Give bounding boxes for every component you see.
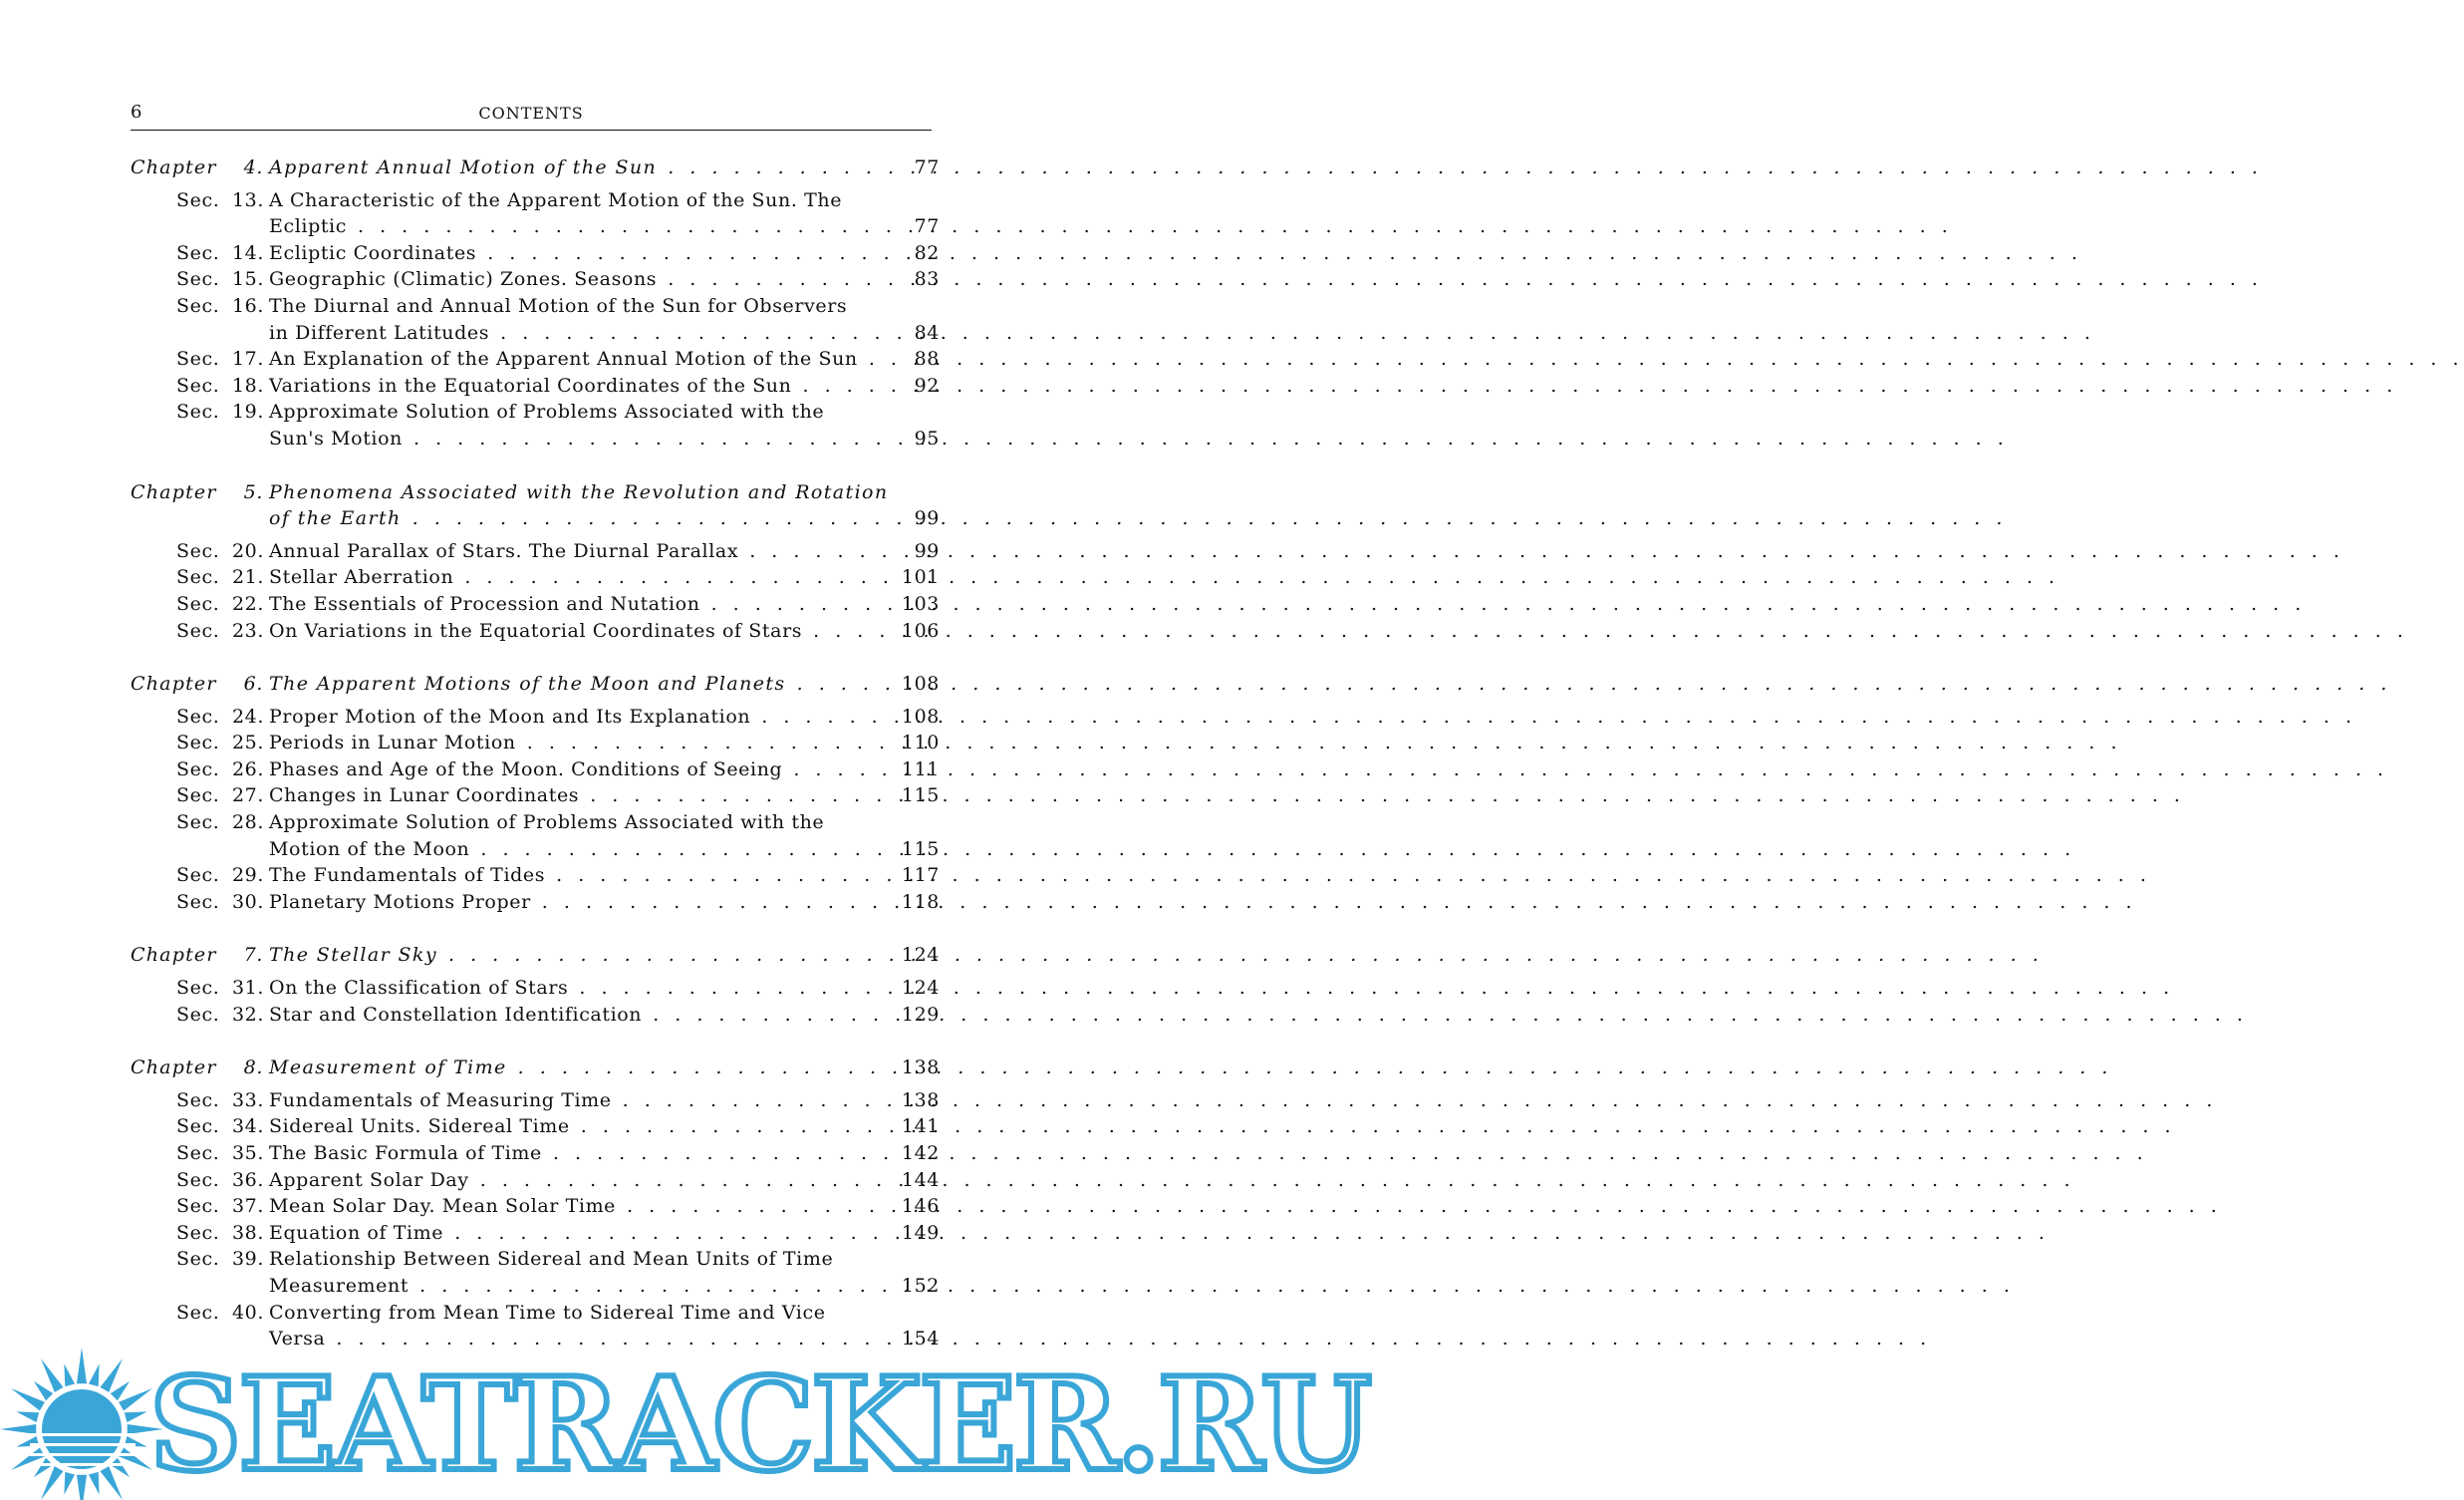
page-number-ref: 118 xyxy=(901,890,940,913)
section-label: Sec. xyxy=(176,1221,220,1244)
page-number-ref: 138 xyxy=(901,1088,940,1111)
section-label: Sec. xyxy=(176,1301,220,1324)
chapter-label: Chapter xyxy=(131,944,217,967)
section-entry xyxy=(131,889,940,916)
section-label: Sec. xyxy=(176,1142,220,1164)
section-entry xyxy=(131,240,940,267)
chapter-title: Phenomena Associated with the Revolution and Rotation xyxy=(269,480,889,503)
page-number-ref: 117 xyxy=(901,864,940,887)
section-number: 35. xyxy=(231,1142,264,1164)
section-title: Sun's Motion . . . xyxy=(269,426,870,452)
chapter-number: 8. xyxy=(243,1056,263,1079)
chapter-heading xyxy=(131,479,940,506)
section-entry xyxy=(131,399,940,426)
chapter-label: Chapter xyxy=(131,156,217,178)
sun-ray xyxy=(34,1381,53,1400)
section-label: Sec. xyxy=(176,864,220,887)
section-entry xyxy=(131,266,940,293)
section-title: Ecliptic . . . xyxy=(269,213,870,240)
sun-ray xyxy=(119,1447,152,1470)
page-number-ref: 110 xyxy=(901,732,940,754)
section-entry xyxy=(131,1273,940,1300)
chapter-heading xyxy=(131,505,940,532)
section-title: Variations in the Equatorial Coordinates of the Sun . . . xyxy=(269,373,870,400)
chapter-title: The Stellar Sky . . . xyxy=(269,942,870,969)
chapter-heading xyxy=(131,671,940,698)
section-title: On Variations in the Equatorial Coordinates of Stars . . . xyxy=(269,618,870,645)
section-label: Sec. xyxy=(176,241,220,264)
chapter-number: 7. xyxy=(243,944,263,967)
section-number: 21. xyxy=(231,566,264,589)
section-title: in Different Latitudes . . . xyxy=(269,320,870,347)
section-number: 36. xyxy=(231,1168,264,1191)
section-entry xyxy=(131,704,940,731)
sun-ray xyxy=(100,1466,123,1500)
sun-ray xyxy=(125,1411,147,1422)
watermark-text: SEATRACKER.RU xyxy=(149,1350,1369,1500)
section-entry xyxy=(131,538,940,565)
section-label: Sec. xyxy=(176,705,220,728)
page-number-ref: 152 xyxy=(901,1274,940,1297)
section-entry xyxy=(131,426,940,452)
page-number-ref: 95 xyxy=(914,427,940,450)
section-title: An Explanation of the Apparent Annual Motion of the Sun . . . xyxy=(269,346,870,373)
section-title: Star and Constellation Identification . . . xyxy=(269,1002,870,1029)
sun-ray xyxy=(111,1381,130,1400)
section-label: Sec. xyxy=(176,539,220,562)
sun-ray xyxy=(111,1458,130,1477)
section-title: The Basic Formula of Time . . . xyxy=(269,1140,870,1167)
section-entry xyxy=(131,1193,940,1220)
section-label: Sec. xyxy=(176,784,220,807)
section-entry xyxy=(131,591,940,618)
section-entry xyxy=(131,975,940,1002)
section-label: Sec. xyxy=(176,1088,220,1111)
section-entry xyxy=(131,1246,940,1273)
sun-ray xyxy=(89,1472,100,1495)
page-number-ref: 129 xyxy=(901,1003,940,1026)
section-entry xyxy=(131,213,940,240)
page-number-ref: 92 xyxy=(914,374,940,397)
sun-ray xyxy=(64,1363,75,1386)
page-number-ref: 108 xyxy=(901,673,940,696)
page-number-ref: 124 xyxy=(901,944,940,967)
section-number: 40. xyxy=(231,1301,264,1324)
section-entry xyxy=(131,187,940,214)
section-number: 14. xyxy=(231,241,264,264)
page-number-ref: 115 xyxy=(901,784,940,807)
section-entry xyxy=(131,618,940,645)
section-title: Approximate Solution of Problems Associated with the xyxy=(269,401,825,424)
section-number: 38. xyxy=(231,1221,264,1244)
section-number: 17. xyxy=(231,348,264,371)
sun-ray xyxy=(100,1358,123,1392)
section-title: Proper Motion of the Moon and Its Explanation . . . xyxy=(269,704,870,731)
section-title: Versa . . . xyxy=(269,1326,870,1352)
section-entry xyxy=(131,1113,940,1140)
page-number-ref: 101 xyxy=(901,566,940,589)
section-number: 18. xyxy=(231,374,264,397)
section-number: 26. xyxy=(231,757,264,780)
sun-ray xyxy=(89,1363,100,1386)
page-number-ref: 146 xyxy=(901,1195,940,1218)
sun-ray xyxy=(77,1348,87,1383)
page-number-ref: 99 xyxy=(914,507,940,530)
section-label: Sec. xyxy=(176,890,220,913)
watermark xyxy=(0,1336,1369,1500)
section-label: Sec. xyxy=(176,1115,220,1138)
page-number-ref: 141 xyxy=(901,1115,940,1138)
section-number: 31. xyxy=(231,977,264,1000)
section-label: Sec. xyxy=(176,401,220,424)
section-number: 29. xyxy=(231,864,264,887)
section-number: 34. xyxy=(231,1115,264,1138)
section-number: 30. xyxy=(231,890,264,913)
section-title: The Diurnal and Annual Motion of the Sun for Observers xyxy=(269,294,848,317)
section-entry xyxy=(131,373,940,400)
section-number: 19. xyxy=(231,401,264,424)
sun-ray xyxy=(11,1388,45,1411)
section-label: Sec. xyxy=(176,977,220,1000)
section-number: 23. xyxy=(231,619,264,642)
sun-ray xyxy=(16,1411,39,1422)
section-number: 22. xyxy=(231,592,264,615)
sun-ray xyxy=(34,1458,53,1477)
section-entry xyxy=(131,1300,940,1327)
section-label: Sec. xyxy=(176,1168,220,1191)
chapter-label: Chapter xyxy=(131,673,217,696)
sun-ray xyxy=(0,1424,36,1434)
page-header xyxy=(131,102,932,128)
sun-ray xyxy=(11,1447,45,1470)
section-title: Fundamentals of Measuring Time . . . xyxy=(269,1087,870,1114)
sun-ray xyxy=(64,1472,75,1495)
section-label: Sec. xyxy=(176,757,220,780)
chapter-title: The Apparent Motions of the Moon and Planets . . . xyxy=(269,671,870,698)
section-number: 32. xyxy=(231,1003,264,1026)
chapter-label: Chapter xyxy=(131,480,217,503)
section-label: Sec. xyxy=(176,592,220,615)
section-title: Planetary Motions Proper . . . xyxy=(269,889,870,916)
section-number: 37. xyxy=(231,1195,264,1218)
section-title: Sidereal Units. Sidereal Time . . . xyxy=(269,1113,870,1140)
section-entry xyxy=(131,809,940,836)
section-number: 28. xyxy=(231,811,264,834)
chapter-heading xyxy=(131,1054,940,1081)
page-number-ref: 154 xyxy=(901,1328,940,1350)
section-number: 24. xyxy=(231,705,264,728)
section-entry xyxy=(131,756,940,783)
section-entry xyxy=(131,1140,940,1167)
section-title: Motion of the Moon . . . xyxy=(269,836,870,863)
running-head: CONTENTS xyxy=(478,104,584,123)
page-number-ref: 84 xyxy=(914,321,940,344)
chapter-number: 5. xyxy=(243,480,263,503)
section-label: Sec. xyxy=(176,348,220,371)
section-label: Sec. xyxy=(176,566,220,589)
section-number: 16. xyxy=(231,294,264,317)
section-title: Phases and Age of the Moon. Conditions of Seeing . . . xyxy=(269,756,870,783)
section-entry xyxy=(131,293,940,320)
sun-logo-icon xyxy=(0,1344,164,1493)
section-number: 33. xyxy=(231,1088,264,1111)
section-entry xyxy=(131,782,940,809)
page-number-ref: 83 xyxy=(914,268,940,291)
page-number-ref: 77 xyxy=(914,156,940,178)
section-title: Approximate Solution of Problems Associated with the xyxy=(269,811,825,834)
section-title: Ecliptic Coordinates . . . xyxy=(269,240,870,267)
section-number: 15. xyxy=(231,268,264,291)
section-number: 13. xyxy=(231,188,264,211)
section-title: The Essentials of Procession and Nutation . . . xyxy=(269,591,870,618)
section-number: 20. xyxy=(231,539,264,562)
section-label: Sec. xyxy=(176,811,220,834)
section-title: The Fundamentals of Tides . . . xyxy=(269,862,870,889)
section-entry xyxy=(131,1002,940,1029)
section-title: Measurement . . . xyxy=(269,1273,870,1300)
section-entry xyxy=(131,836,940,863)
chapter-number: 4. xyxy=(243,156,263,178)
section-title: Mean Solar Day. Mean Solar Time . . . xyxy=(269,1193,870,1220)
section-entry xyxy=(131,320,940,347)
chapter-label: Chapter xyxy=(131,1056,217,1079)
section-entry xyxy=(131,346,940,373)
page-number-ref: 111 xyxy=(901,757,940,780)
section-entry xyxy=(131,1087,940,1114)
chapter-heading xyxy=(131,154,940,181)
page-number-ref: 115 xyxy=(901,837,940,860)
section-label: Sec. xyxy=(176,294,220,317)
section-title: Periods in Lunar Motion . . . xyxy=(269,730,870,756)
section-entry xyxy=(131,1167,940,1194)
section-label: Sec. xyxy=(176,188,220,211)
page-number-ref: 149 xyxy=(901,1221,940,1244)
header-rule xyxy=(131,130,932,131)
section-label: Sec. xyxy=(176,1003,220,1026)
section-title: Geographic (Climatic) Zones. Seasons . . . xyxy=(269,266,870,293)
section-label: Sec. xyxy=(176,732,220,754)
section-title: Apparent Solar Day . . . xyxy=(269,1167,870,1194)
section-label: Sec. xyxy=(176,268,220,291)
section-title: Annual Parallax of Stars. The Diurnal Parallax . . . xyxy=(269,538,870,565)
page-number-ref: 103 xyxy=(901,592,940,615)
section-label: Sec. xyxy=(176,374,220,397)
section-label: Sec. xyxy=(176,619,220,642)
sun-ray xyxy=(119,1388,152,1411)
section-entry xyxy=(131,862,940,889)
chapter-heading xyxy=(131,942,940,969)
sun-ray xyxy=(41,1358,64,1392)
section-title: A Characteristic of the Apparent Motion of the Sun. The xyxy=(269,188,843,211)
chapter-number: 6. xyxy=(243,673,263,696)
page-number: 6 xyxy=(131,102,142,123)
section-title: Equation of Time . . . xyxy=(269,1220,870,1247)
page-number-ref: 88 xyxy=(914,348,940,371)
page-number-ref: 108 xyxy=(901,705,940,728)
section-entry xyxy=(131,1220,940,1247)
page-number-ref: 144 xyxy=(901,1168,940,1191)
page-number-ref: 82 xyxy=(914,241,940,264)
section-label: Sec. xyxy=(176,1195,220,1218)
section-title: Converting from Mean Time to Sidereal Time and Vice xyxy=(269,1301,826,1324)
section-title: On the Classification of Stars . . . xyxy=(269,975,870,1002)
page-number-ref: 77 xyxy=(914,215,940,238)
section-title: Changes in Lunar Coordinates . . . xyxy=(269,782,870,809)
section-entry xyxy=(131,564,940,591)
table-of-contents xyxy=(131,154,940,1352)
sun-ray xyxy=(77,1475,87,1500)
chapter-title: Apparent Annual Motion of the Sun . . . xyxy=(269,154,870,181)
section-number: 25. xyxy=(231,732,264,754)
section-number: 39. xyxy=(231,1248,264,1271)
sun-ray xyxy=(41,1466,64,1500)
page-number-ref: 142 xyxy=(901,1142,940,1164)
chapter-title: Measurement of Time . . . xyxy=(269,1054,870,1081)
page-number-ref: 138 xyxy=(901,1056,940,1079)
section-entry xyxy=(131,730,940,756)
section-title: Relationship Between Sidereal and Mean Units of Time xyxy=(269,1248,834,1271)
section-label: Sec. xyxy=(176,1248,220,1271)
page-number-ref: 124 xyxy=(901,977,940,1000)
page-number-ref: 106 xyxy=(901,619,940,642)
section-title: Stellar Aberration . . . xyxy=(269,564,870,591)
section-number: 27. xyxy=(231,784,264,807)
chapter-title: of the Earth . . . xyxy=(269,505,870,532)
page-number-ref: 99 xyxy=(914,539,940,562)
